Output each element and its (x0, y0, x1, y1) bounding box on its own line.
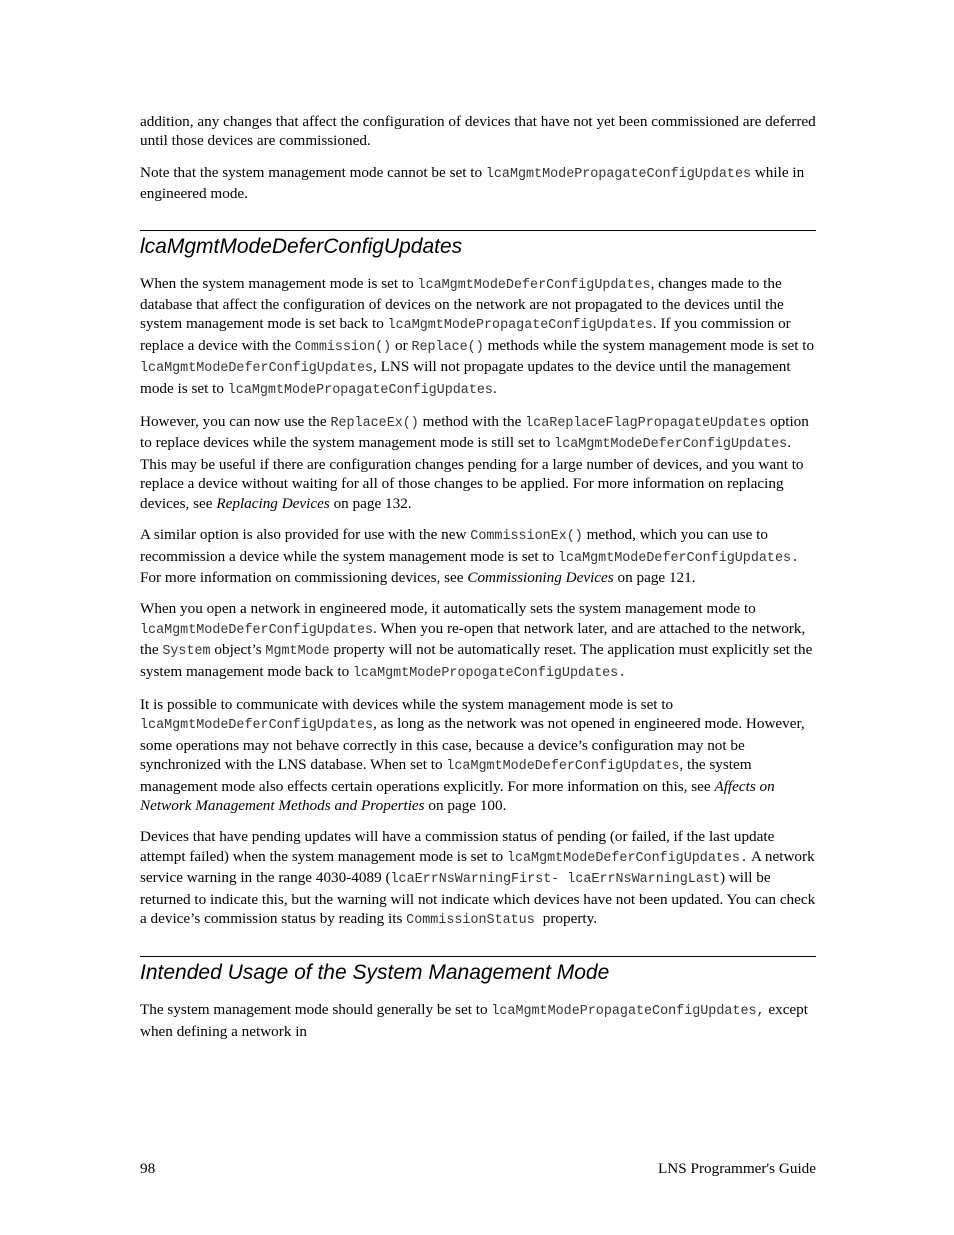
code-span: lcaMgmtModeDeferConfigUpdates (140, 622, 374, 638)
page-body (140, 112, 816, 1053)
page-footer (140, 1160, 816, 1178)
code-span: lcaErrNsWarningFirst- lcaErrNsWarningLast (390, 872, 720, 888)
cross-reference: Affects on Network Management Methods and Properties (140, 777, 775, 814)
code-span: MgmtMode (265, 644, 330, 660)
section-heading: Intended Usage of the System Management Mode (140, 961, 610, 985)
code-span: lcaMgmtModeDeferConfigUpdates. (557, 550, 800, 566)
code-span: lcaMgmtModePropogateConfigUpdates. (353, 665, 627, 681)
paragraph: The system management mode should generally be set to lcaMgmtModePropagateConfigUpdates, except when defining a network in (140, 1001, 808, 1040)
code-span: lcaMgmtModeDeferConfigUpdates (140, 361, 374, 377)
code-span: lcaMgmtModePropagateConfigUpdates (227, 382, 493, 398)
code-span: System (162, 644, 211, 660)
code-span: lcaReplaceFlagPropagateUpdates (525, 416, 767, 432)
code-span: Replace() (411, 339, 484, 355)
code-span: lcaMgmtModeDeferConfigUpdates. (506, 850, 749, 866)
cross-reference: Commissioning Devices (467, 568, 614, 586)
paragraph: However, you can now use the ReplaceEx() method with the lcaReplaceFlagPropagateUpdates option to replace devices while the system management mode is still set to lcaMgmtModeDeferConfigUpdates. This may be useful if there are configuration changes pending for a large number of devices, and you want to replace a device without waiting for all of those changes to be applied. For more information on replacing devices, see Replacing Devices on page 132. (140, 413, 809, 512)
book-title: LNS Programmer's Guide (658, 1160, 816, 1177)
section-divider (140, 956, 816, 957)
code-span: Commission() (294, 339, 392, 355)
paragraph: addition, any changes that affect the configuration of devices that have not yet been commissioned are deferred until those devices are commissioned. (140, 113, 816, 150)
code-span: lcaMgmtModePropagateConfigUpdates (387, 318, 653, 334)
code-span: CommissionEx() (470, 529, 583, 545)
code-span: lcaMgmtModePropagateConfigUpdates, (491, 1004, 765, 1020)
page-number: 98 (140, 1160, 156, 1177)
section-divider (140, 230, 816, 231)
code-span: ReplaceEx() (330, 416, 419, 432)
paragraph: Devices that have pending updates will have a commission status of pending (or failed, if the last update attempt failed) when the system management mode is set to lcaMgmtModeDeferConfigUpdates. A network service warning in the range 4030-4089 (lcaErrNsWarningFirst- lcaErrNsWarningLast) will be returned to indicate this, but the warning will not indicate which devices have not been updated. You can check a device’s commission status by reading its CommissionStatus property. (140, 828, 816, 928)
cross-reference: Replacing Devices (216, 494, 330, 512)
code-span: lcaMgmtModeDeferConfigUpdates (554, 437, 788, 453)
paragraph: A similar option is also provided for use with the new CommissionEx() method, which you can use to recommission a device while the system management mode is set to lcaMgmtModeDeferConfigUpdates. For more information on commissioning devices, see Commissioning Devices on page 121. (140, 526, 800, 586)
code-span: lcaMgmtModeDeferConfigUpdates (446, 759, 680, 775)
paragraph: Note that the system management mode cannot be set to lcaMgmtModePropagateConfigUpdates while in engineered mode. (140, 163, 805, 203)
paragraph: It is possible to communicate with devices while the system management mode is set to lcaMgmtModeDeferConfigUpdates, as long as the network was not opened in engineered mode. However, some operations may not behave correctly in this case, because a device’s configuration may not be synchronized with the LNS database. When set to lcaMgmtModeDeferConfigUpdates, the system management mode also effects certain operations explicitly. For more information on this, see Affects on Network Management Methods and Properties on page 100. (140, 695, 805, 814)
paragraph: When you open a network in engineered mode, it automatically sets the system management mode to lcaMgmtModeDeferConfigUpdates. When you re-open that network later, and are attached to the network, the System object’s MgmtMode property will not be automatically reset. The application must explicitly set the system management mode back to lcaMgmtModePropogateConfigUpdates. (140, 600, 813, 681)
section-heading: lcaMgmtModeDeferConfigUpdates (140, 234, 463, 258)
code-span: lcaMgmtModeDeferConfigUpdates (417, 277, 651, 293)
code-span: CommissionStatus (406, 913, 543, 928)
code-span: lcaMgmtModeDeferConfigUpdates (140, 718, 374, 734)
code-span: lcaMgmtModePropagateConfigUpdates (485, 166, 752, 182)
paragraph: When the system management mode is set to lcaMgmtModeDeferConfigUpdates, changes made to the database that affect the configuration of devices on the network are not propagated to the devices until the system management mode is set back to lcaMgmtModePropagateConfigUpdates. If you commission or replace a device with the Commission() or Replace() methods while the system management mode is set to lcaMgmtModeDeferConfigUpdates, LNS will not propagate updates to the device until the management mode is set to lcaMgmtModePropagateConfigUpdates. (140, 274, 815, 398)
